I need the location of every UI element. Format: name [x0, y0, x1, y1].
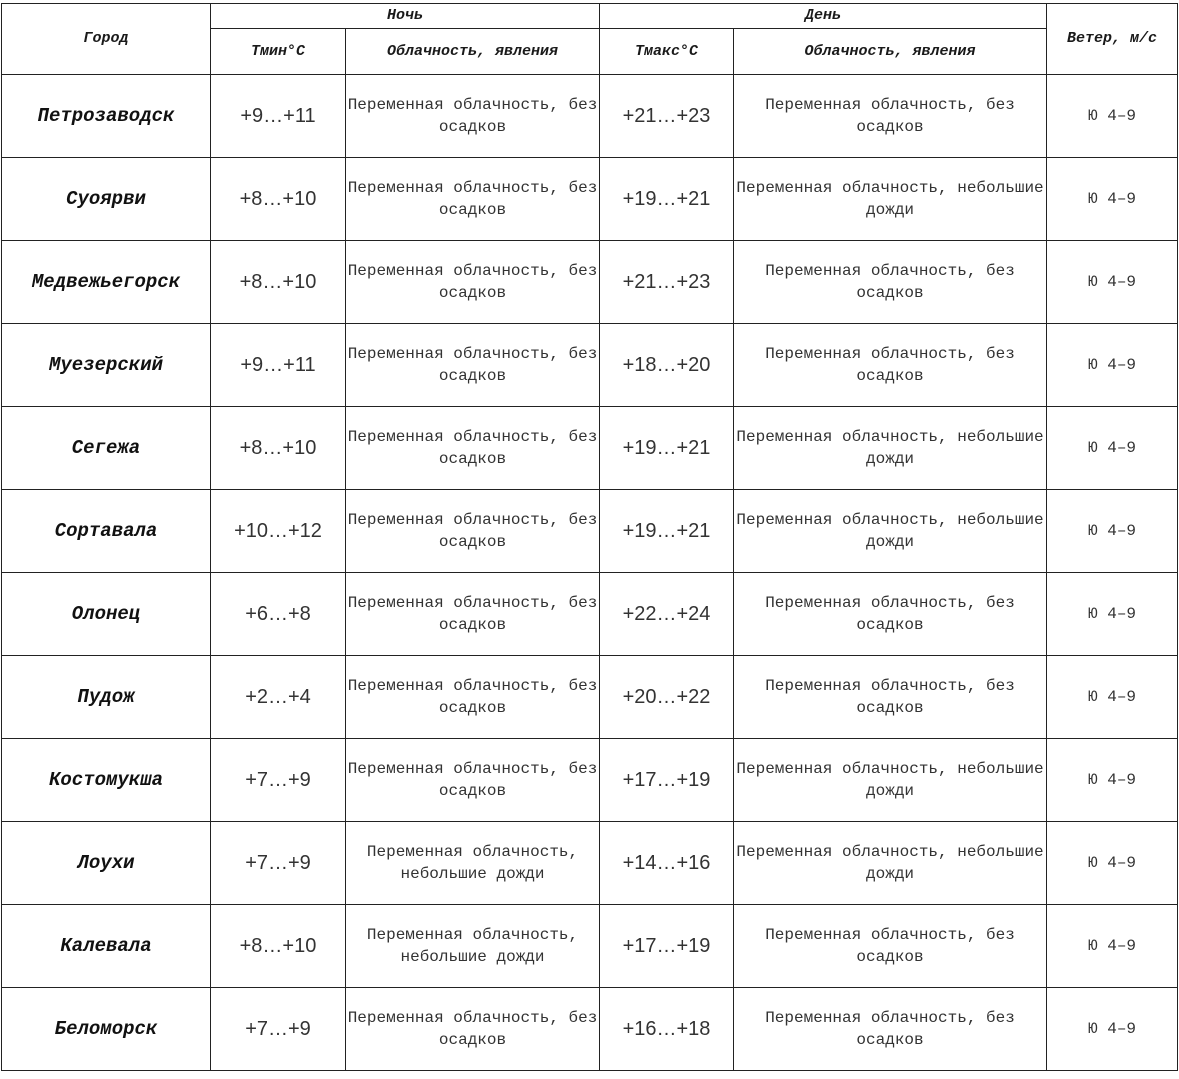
- night-cloudiness: Переменная облачность, без осадков: [346, 656, 600, 739]
- table-row: [2, 324, 1178, 407]
- wind: Ю 4–9: [1047, 324, 1178, 407]
- table-row: [2, 656, 1178, 739]
- city-name: Лоухи: [2, 822, 211, 905]
- night-cloudiness: Переменная облачность, небольшие дожди: [346, 822, 600, 905]
- wind: Ю 4–9: [1047, 573, 1178, 656]
- day-cloudiness: Переменная облачность, без осадков: [734, 656, 1047, 739]
- night-temp: +8…+10: [211, 407, 346, 490]
- city-name: Костомукша: [2, 739, 211, 822]
- day-cloudiness: Переменная облачность, без осадков: [734, 573, 1047, 656]
- day-cloudiness: Переменная облачность, небольшие дожди: [734, 158, 1047, 241]
- header-day: День: [600, 4, 1047, 29]
- city-name: Сегежа: [2, 407, 211, 490]
- table-row: [2, 75, 1178, 158]
- night-temp: +9…+11: [211, 324, 346, 407]
- night-temp: +7…+9: [211, 822, 346, 905]
- night-cloudiness: Переменная облачность, без осадков: [346, 324, 600, 407]
- day-temp: +18…+20: [600, 324, 734, 407]
- city-name: Сортавала: [2, 490, 211, 573]
- wind: Ю 4–9: [1047, 241, 1178, 324]
- header-tmax: Тмакс°С: [600, 29, 734, 75]
- day-cloudiness: Переменная облачность, без осадков: [734, 324, 1047, 407]
- night-temp: +10…+12: [211, 490, 346, 573]
- day-temp: +19…+21: [600, 490, 734, 573]
- day-temp: +14…+16: [600, 822, 734, 905]
- table-row: [2, 573, 1178, 656]
- day-temp: +21…+23: [600, 241, 734, 324]
- forecast-table: [1, 3, 1178, 1071]
- day-temp: +16…+18: [600, 988, 734, 1071]
- wind: Ю 4–9: [1047, 75, 1178, 158]
- day-temp: +21…+23: [600, 75, 734, 158]
- wind: Ю 4–9: [1047, 739, 1178, 822]
- wind: Ю 4–9: [1047, 158, 1178, 241]
- city-name: Петрозаводск: [2, 75, 211, 158]
- night-cloudiness: Переменная облачность, небольшие дожди: [346, 905, 600, 988]
- table-row: [2, 988, 1178, 1071]
- header-night-cloud: Облачность, явления: [346, 29, 600, 75]
- night-temp: +7…+9: [211, 739, 346, 822]
- city-name: Олонец: [2, 573, 211, 656]
- day-temp: +17…+19: [600, 905, 734, 988]
- city-name: Беломорск: [2, 988, 211, 1071]
- day-cloudiness: Переменная облачность, без осадков: [734, 988, 1047, 1071]
- night-cloudiness: Переменная облачность, без осадков: [346, 407, 600, 490]
- header-wind: Ветер, м/с: [1047, 4, 1178, 75]
- night-cloudiness: Переменная облачность, без осадков: [346, 490, 600, 573]
- day-cloudiness: Переменная облачность, без осадков: [734, 905, 1047, 988]
- wind: Ю 4–9: [1047, 822, 1178, 905]
- wind: Ю 4–9: [1047, 407, 1178, 490]
- wind: Ю 4–9: [1047, 988, 1178, 1071]
- day-temp: +19…+21: [600, 407, 734, 490]
- night-cloudiness: Переменная облачность, без осадков: [346, 739, 600, 822]
- night-cloudiness: Переменная облачность, без осадков: [346, 573, 600, 656]
- day-cloudiness: Переменная облачность, небольшие дожди: [734, 407, 1047, 490]
- day-temp: +22…+24: [600, 573, 734, 656]
- night-temp: +8…+10: [211, 241, 346, 324]
- day-cloudiness: Переменная облачность, небольшие дожди: [734, 822, 1047, 905]
- wind: Ю 4–9: [1047, 490, 1178, 573]
- day-cloudiness: Переменная облачность, без осадков: [734, 241, 1047, 324]
- header-day-cloud: Облачность, явления: [734, 29, 1047, 75]
- night-temp: +7…+9: [211, 988, 346, 1071]
- table-row: [2, 407, 1178, 490]
- night-temp: +8…+10: [211, 158, 346, 241]
- header-city: Город: [2, 4, 211, 75]
- day-temp: +20…+22: [600, 656, 734, 739]
- night-cloudiness: Переменная облачность, без осадков: [346, 75, 600, 158]
- night-temp: +6…+8: [211, 573, 346, 656]
- city-name: Суоярви: [2, 158, 211, 241]
- night-cloudiness: Переменная облачность, без осадков: [346, 158, 600, 241]
- header-night: Ночь: [211, 4, 600, 29]
- table-row: [2, 822, 1178, 905]
- city-name: Пудож: [2, 656, 211, 739]
- city-name: Муезерский: [2, 324, 211, 407]
- day-cloudiness: Переменная облачность, небольшие дожди: [734, 739, 1047, 822]
- day-temp: +19…+21: [600, 158, 734, 241]
- day-cloudiness: Переменная облачность, небольшие дожди: [734, 490, 1047, 573]
- night-temp: +2…+4: [211, 656, 346, 739]
- table-row: [2, 905, 1178, 988]
- header-tmin: Тмин°С: [211, 29, 346, 75]
- night-cloudiness: Переменная облачность, без осадков: [346, 241, 600, 324]
- day-temp: +17…+19: [600, 739, 734, 822]
- city-name: Медвежьегорск: [2, 241, 211, 324]
- wind: Ю 4–9: [1047, 905, 1178, 988]
- table-row: [2, 739, 1178, 822]
- city-name: Калевала: [2, 905, 211, 988]
- table-row: [2, 490, 1178, 573]
- table-row: [2, 158, 1178, 241]
- night-temp: +8…+10: [211, 905, 346, 988]
- night-cloudiness: Переменная облачность, без осадков: [346, 988, 600, 1071]
- wind: Ю 4–9: [1047, 656, 1178, 739]
- day-cloudiness: Переменная облачность, без осадков: [734, 75, 1047, 158]
- table-row: [2, 241, 1178, 324]
- night-temp: +9…+11: [211, 75, 346, 158]
